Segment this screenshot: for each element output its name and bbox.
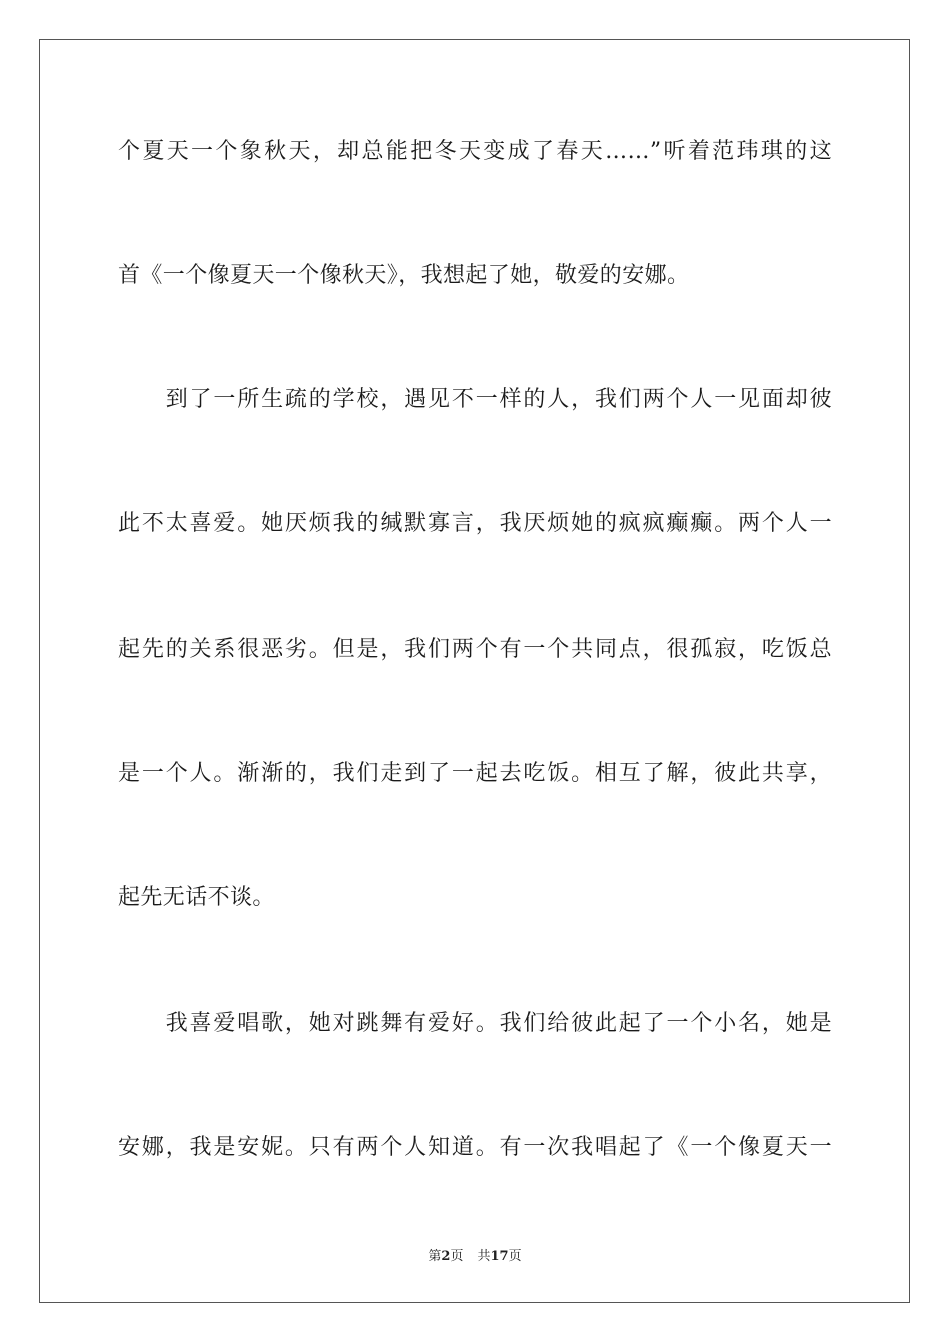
footer-total-pages: 17 <box>490 1249 509 1264</box>
page-border <box>39 39 910 1303</box>
footer-total-suffix: 页 <box>508 1249 522 1264</box>
body-line-1: 个夏天一个象秋天，却总能把冬天变成了春天……”听着范玮琪的这 <box>118 139 832 164</box>
footer-page-prefix: 第 <box>428 1249 442 1264</box>
body-line-5: 起先的关系很恶劣。但是，我们两个有一个共同点，很孤寂，吃饭总 <box>118 637 832 662</box>
body-line-9: 安娜，我是安妮。只有两个人知道。有一次我唱起了《一个像夏天一 <box>118 1135 832 1160</box>
page-footer <box>0 1248 950 1266</box>
footer-page-number: 2 <box>441 1249 451 1264</box>
footer-total-prefix: 共 <box>477 1249 491 1264</box>
body-line-6: 是一个人。渐渐的，我们走到了一起去吃饭。相互了解，彼此共享， <box>118 761 832 786</box>
body-line-4: 此不太喜爱。她厌烦我的缄默寡言，我厌烦她的疯疯癫癫。两个人一 <box>118 511 832 536</box>
body-line-3: 到了一所生疏的学校，遇见不一样的人，我们两个人一见面却彼 <box>118 387 832 412</box>
body-line-2: 首《一个像夏天一个像秋天》，我想起了她，敬爱的安娜。 <box>118 263 690 288</box>
footer-page-suffix: 页 <box>450 1249 464 1264</box>
body-line-7: 起先无话不谈。 <box>118 885 275 910</box>
body-line-8: 我喜爱唱歌，她对跳舞有爱好。我们给彼此起了一个小名，她是 <box>118 1011 832 1036</box>
